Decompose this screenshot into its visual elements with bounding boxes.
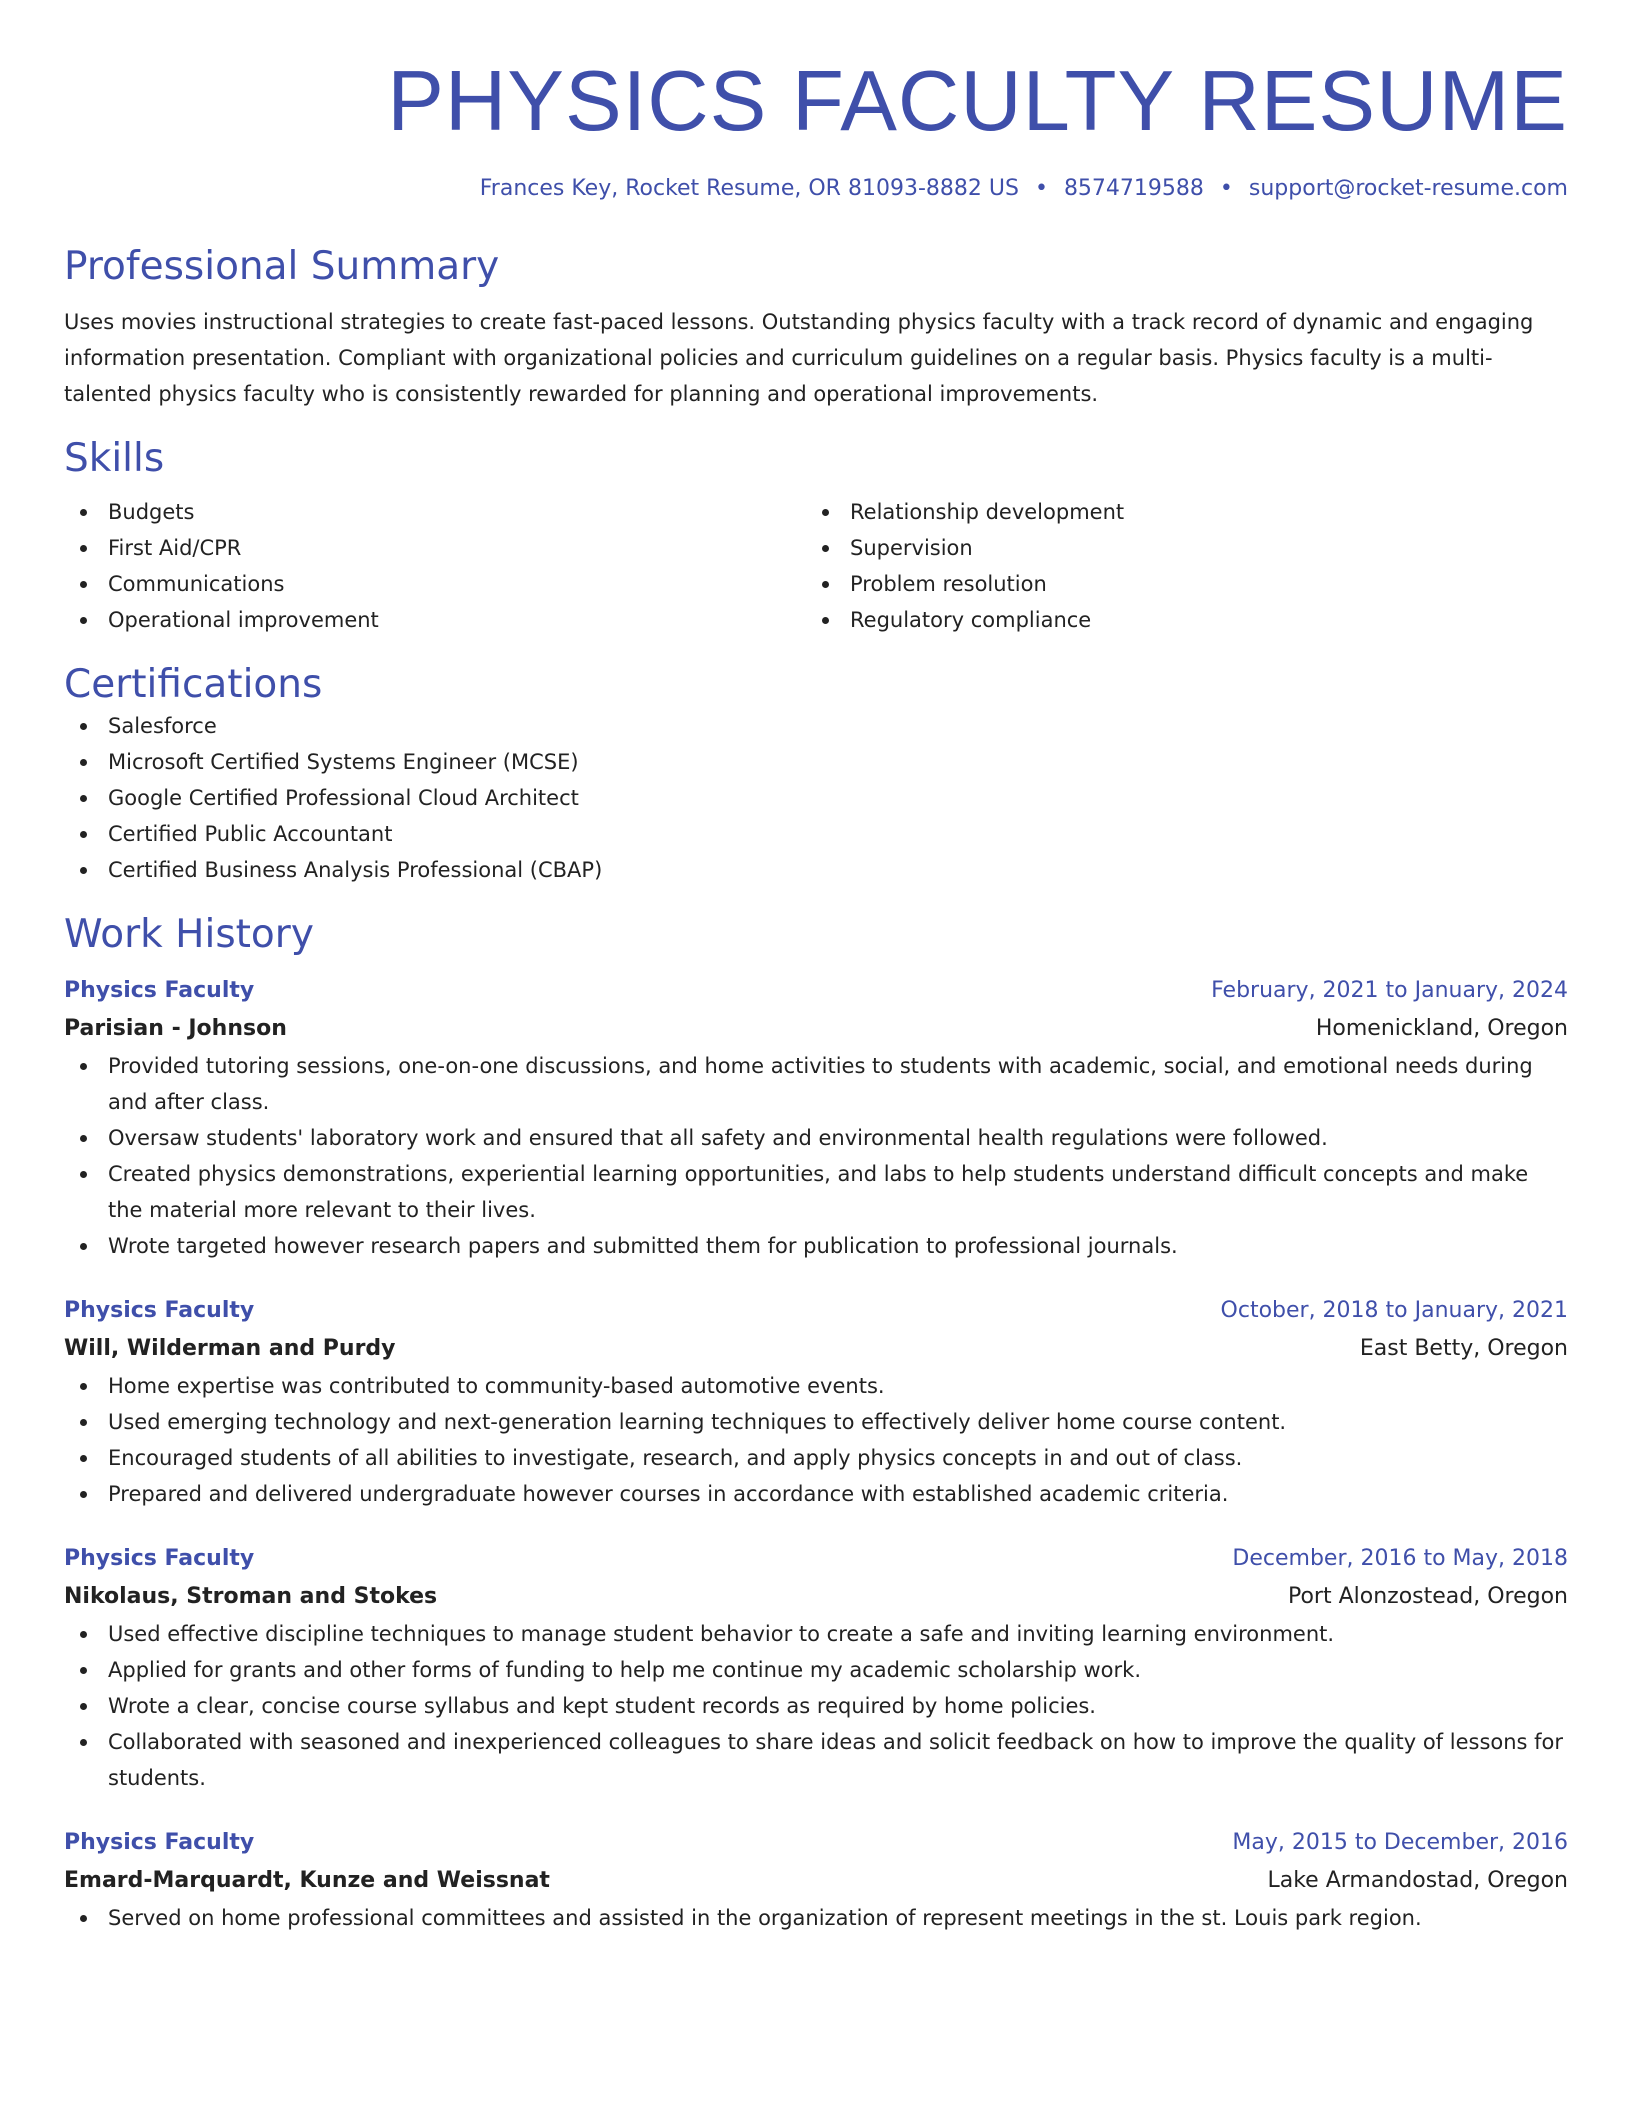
contact-separator: • (1219, 176, 1233, 201)
job-employer-row (64, 1862, 1568, 1900)
job-header-row (64, 1824, 1568, 1862)
job-duties-list (64, 1900, 1568, 1936)
contact-address: Frances Key, Rocket Resume, OR 81093-8882 US (479, 176, 1019, 201)
job-dates: December, 2016 to May, 2018 (1232, 1546, 1568, 1571)
job-dates: May, 2015 to December, 2016 (1232, 1830, 1568, 1855)
skill-item: Problem resolution (806, 566, 1548, 602)
job-company: Parisian - Johnson (64, 1016, 287, 1041)
job-header-row (64, 972, 1568, 1010)
job-entry (64, 1824, 1568, 1936)
skill-item: Supervision (806, 530, 1548, 566)
job-duties-list (64, 1368, 1568, 1512)
job-header-row (64, 1292, 1568, 1330)
certifications-heading: Certifications (64, 662, 323, 707)
job-duty-item: Used emerging technology and next-generation learning techniques to effectively deliver home course content. (64, 1404, 1568, 1440)
summary-text: Uses movies instructional strategies to create fast-paced lessons. Outstanding physics faculty with a track record of dynamic and engaging information presentation. Compliant with organizational policies and curriculum guidelines on a regular basis. Physics faculty is a multi-talented physics faculty who is consistently rewarded for planning and operational improvements. (64, 310, 1534, 406)
skill-item: Regulatory compliance (806, 602, 1548, 638)
job-duties-list (64, 1048, 1568, 1264)
work-history-heading: Work History (64, 912, 314, 957)
job-duty-item: Encouraged students of all abilities to investigate, research, and apply physics concepts in and out of class. (64, 1440, 1568, 1476)
job-duty-item: Created physics demonstrations, experiential learning opportunities, and labs to help students understand difficult concepts and make the material more relevant to their lives. (64, 1156, 1568, 1228)
job-duty-item: Prepared and delivered undergraduate however courses in accordance with established academic criteria. (64, 1476, 1568, 1512)
skill-item: First Aid/CPR (64, 530, 806, 566)
certification-item: Google Certified Professional Cloud Architect (64, 780, 1568, 816)
job-location: Port Alonzostead, Oregon (1287, 1584, 1568, 1609)
job-duty-item: Provided tutoring sessions, one-on-one discussions, and home activities to students with academic, social, and emotional needs during and after class. (64, 1048, 1568, 1120)
job-dates: October, 2018 to January, 2021 (1220, 1298, 1568, 1323)
job-entry (64, 972, 1568, 1264)
certifications-list (64, 708, 1568, 888)
certification-item: Certified Business Analysis Professional (CBAP) (64, 852, 1568, 888)
job-location: Homenickland, Oregon (1315, 1016, 1568, 1041)
job-position: Physics Faculty (64, 1830, 255, 1855)
job-duties-list (64, 1616, 1568, 1796)
skill-item: Relationship development (806, 494, 1548, 530)
job-employer-row (64, 1010, 1568, 1048)
job-position: Physics Faculty (64, 978, 255, 1003)
job-company: Will, Wilderman and Purdy (64, 1336, 396, 1361)
skill-item: Operational improvement (64, 602, 806, 638)
job-employer-row (64, 1330, 1568, 1368)
job-duty-item: Wrote targeted however research papers and submitted them for publication to professional journals. (64, 1228, 1568, 1264)
job-employer-row (64, 1578, 1568, 1616)
job-duty-item: Wrote a clear, concise course syllabus and kept student records as required by home policies. (64, 1688, 1568, 1724)
certification-item: Certified Public Accountant (64, 816, 1568, 852)
job-duty-item: Used effective discipline techniques to manage student behavior to create a safe and inviting learning environment. (64, 1616, 1568, 1652)
job-entry (64, 1292, 1568, 1512)
summary-heading: Professional Summary (64, 244, 500, 289)
contact-line (64, 174, 1568, 204)
job-duty-item: Applied for grants and other forms of funding to help me continue my academic scholarship work. (64, 1652, 1568, 1688)
job-entry (64, 1540, 1568, 1796)
job-duty-item: Collaborated with seasoned and inexperienced colleagues to share ideas and solicit feedback on how to improve the quality of lessons for students. (64, 1724, 1568, 1796)
skill-item: Communications (64, 566, 806, 602)
job-location: Lake Armandostad, Oregon (1267, 1868, 1568, 1893)
certification-item: Microsoft Certified Systems Engineer (MCSE) (64, 744, 1568, 780)
job-company: Emard-Marquardt, Kunze and Weissnat (64, 1868, 550, 1893)
skills-heading: Skills (64, 436, 165, 481)
contact-email[interactable]: support@rocket-resume.com (1248, 176, 1568, 201)
job-location: East Betty, Oregon (1359, 1336, 1568, 1361)
job-company: Nikolaus, Stroman and Stokes (64, 1584, 438, 1609)
job-duty-item: Served on home professional committees and assisted in the organization of represent meetings in the st. Louis park region. (64, 1900, 1568, 1936)
job-dates: February, 2021 to January, 2024 (1211, 978, 1568, 1003)
job-duty-item: Oversaw students' laboratory work and ensured that all safety and environmental health regulations were followed. (64, 1120, 1568, 1156)
job-duty-item: Home expertise was contributed to community-based automotive events. (64, 1368, 1568, 1404)
skill-item: Budgets (64, 494, 806, 530)
certification-item: Salesforce (64, 708, 1568, 744)
skills-list-right (806, 494, 1548, 638)
skills-grid (64, 494, 1568, 638)
resume-page (64, 0, 1568, 2112)
contact-separator: • (1034, 176, 1048, 201)
resume-title: PHYSICS FACULTY RESUME (387, 54, 1568, 149)
job-position: Physics Faculty (64, 1546, 255, 1571)
contact-phone[interactable]: 8574719588 (1063, 176, 1204, 201)
job-header-row (64, 1540, 1568, 1578)
skills-list-left (64, 494, 806, 638)
job-position: Physics Faculty (64, 1298, 255, 1323)
